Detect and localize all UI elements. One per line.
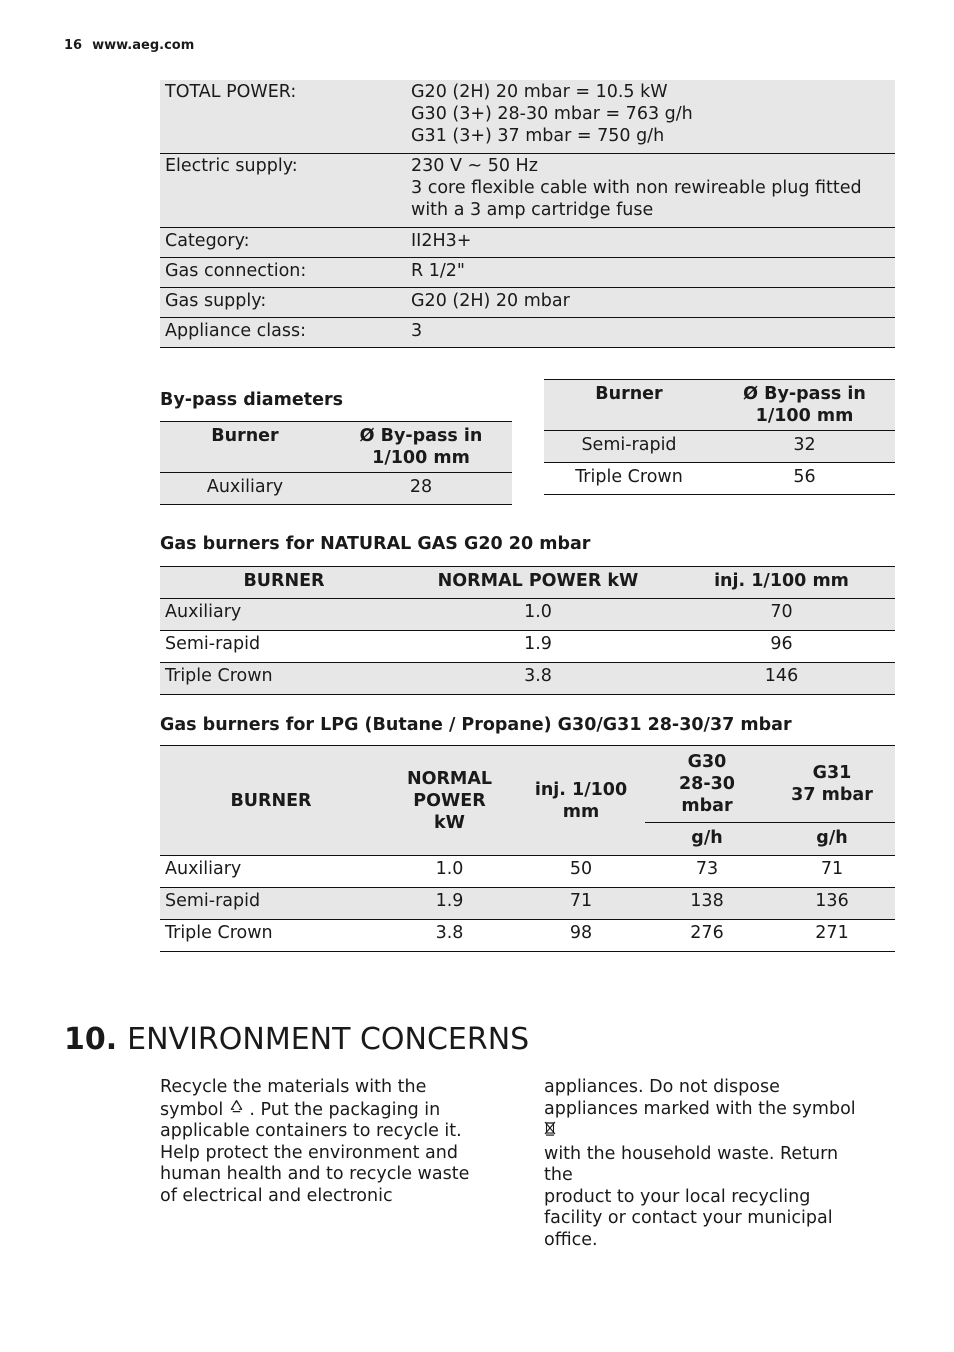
bypass-table-right	[544, 379, 895, 495]
col-bypass-line: 1/100 mm	[755, 406, 854, 426]
power-value: 3.8	[408, 663, 668, 695]
burner-name: Semi-rapid	[160, 888, 382, 920]
text-line: human health and to recycle waste	[160, 1164, 470, 1184]
spec-value-line: 230 V ~ 50 Hz	[411, 156, 538, 176]
spec-label: Appliance class:	[165, 321, 307, 341]
text-fragment: symbol	[160, 1099, 224, 1120]
col-injector	[517, 746, 645, 856]
bypass-title: By-pass diameters	[160, 390, 343, 410]
table-row	[160, 888, 895, 920]
table-header-row	[544, 380, 895, 431]
col-burner: BURNER	[160, 567, 408, 599]
burner-name: Auxiliary	[160, 856, 382, 888]
spec-value	[406, 154, 895, 228]
spec-label: Category:	[165, 231, 250, 251]
g31-value: 71	[769, 856, 895, 888]
burner-name: Semi-rapid	[544, 431, 714, 463]
burner-name: Triple Crown	[160, 920, 382, 952]
text-line	[160, 1099, 485, 1122]
text-line: Help protect the environment and	[160, 1142, 458, 1163]
g30-value: 73	[645, 856, 769, 888]
col-bypass	[330, 422, 512, 473]
bypass-table-left	[160, 421, 512, 505]
col-burner: Burner	[544, 380, 714, 431]
injector-value: 71	[517, 888, 645, 920]
bypass-value: 32	[714, 431, 895, 463]
header-line: mbar	[681, 796, 733, 817]
spec-value	[406, 80, 895, 154]
table-header-row	[160, 567, 895, 599]
table-row	[160, 318, 895, 348]
table-row	[160, 288, 895, 318]
text-line: appliances. Do not dispose	[544, 1077, 780, 1097]
header-line: G30	[687, 752, 727, 773]
text-line: product to your local recycling	[544, 1186, 811, 1207]
table-row	[544, 431, 895, 463]
burner-name: Auxiliary	[160, 599, 408, 631]
header-line: 28-30	[679, 774, 735, 795]
spec-value: 3	[411, 321, 423, 341]
power-value: 1.0	[382, 856, 517, 888]
lpg-table	[160, 745, 895, 952]
spec-value: II2H3+	[411, 231, 472, 251]
text-line	[544, 1099, 869, 1144]
text-line: facility or contact your municipal	[544, 1208, 833, 1228]
spec-value-line: G20 (2H) 20 mbar = 10.5 kW	[411, 82, 668, 102]
header-line: 37 mbar	[791, 785, 873, 806]
text-fragment: . Put the packaging in	[249, 1099, 441, 1120]
power-value: 1.9	[382, 888, 517, 920]
header-line: inj. 1/100	[534, 779, 628, 800]
col-g30	[645, 746, 769, 823]
page-header	[64, 38, 194, 53]
spec-value-line: 3 core flexible cable with non rewireable plug fitted	[411, 178, 862, 198]
header-line: kW	[434, 812, 465, 833]
col-bypass-line: Ø By-pass in	[359, 426, 483, 446]
text-line: office.	[544, 1229, 598, 1250]
environment-text-col2	[544, 1077, 869, 1251]
unit-g31: g/h	[769, 823, 895, 856]
g30-value: 138	[645, 888, 769, 920]
col-injector: inj. 1/100 mm	[668, 567, 895, 599]
injector-value: 50	[517, 856, 645, 888]
col-g31	[769, 746, 895, 823]
table-row	[160, 599, 895, 631]
table-row	[160, 920, 895, 952]
table-row	[160, 154, 895, 228]
header-line: mm	[562, 801, 600, 822]
table-row	[160, 258, 895, 288]
natural-gas-title: Gas burners for NATURAL GAS G20 20 mbar	[160, 534, 591, 554]
text-line: of electrical and electronic	[160, 1185, 393, 1206]
recycle-icon	[229, 1099, 244, 1117]
power-value: 1.0	[408, 599, 668, 631]
site-url[interactable]: www.aeg.com	[92, 38, 195, 53]
col-normal-power: NORMAL POWER kW	[408, 567, 668, 599]
injector-value: 96	[668, 631, 895, 663]
table-row	[544, 463, 895, 495]
spec-label: Electric supply:	[165, 156, 298, 176]
bypass-value: 56	[714, 463, 895, 495]
spec-value: R 1/2"	[411, 261, 465, 281]
header-line: NORMAL	[406, 768, 493, 789]
table-row	[160, 80, 895, 154]
spec-label: Gas supply:	[165, 291, 267, 311]
col-bypass-line: Ø By-pass in	[743, 384, 866, 404]
unit-g30: g/h	[645, 823, 769, 856]
lpg-title: Gas burners for LPG (Butane / Propane) G30/G31 28-30/37 mbar	[160, 715, 792, 735]
col-bypass-line: 1/100 mm	[372, 448, 470, 468]
header-line: G31	[812, 763, 852, 784]
chapter-title: ENVIRONMENT CONCERNS	[127, 1022, 530, 1057]
col-normal-power	[382, 746, 517, 856]
injector-value: 146	[668, 663, 895, 695]
chapter-number: 10.	[64, 1022, 118, 1057]
table-row	[160, 228, 895, 258]
spec-value-line: G30 (3+) 28-30 mbar = 763 g/h	[411, 104, 693, 124]
g31-value: 271	[769, 920, 895, 952]
table-header-row	[160, 422, 512, 473]
burner-name: Auxiliary	[160, 473, 330, 505]
bypass-value: 28	[330, 473, 512, 505]
header-line: POWER	[413, 790, 486, 811]
page-number: 16	[64, 38, 83, 53]
spec-label: Gas connection:	[165, 261, 307, 281]
spec-value-line: G31 (3+) 37 mbar = 750 g/h	[411, 126, 665, 146]
injector-value: 70	[668, 599, 895, 631]
natural-gas-table	[160, 566, 895, 695]
spec-value-line: with a 3 amp cartridge fuse	[411, 200, 654, 220]
power-value: 1.9	[408, 631, 668, 663]
injector-value: 98	[517, 920, 645, 952]
burner-name: Triple Crown	[544, 463, 714, 495]
environment-text-col1	[160, 1077, 485, 1207]
col-bypass	[714, 380, 895, 431]
col-burner: Burner	[160, 422, 330, 473]
text-fragment: appliances marked with the symbol	[544, 1098, 856, 1119]
spec-value: G20 (2H) 20 mbar	[411, 291, 570, 311]
spec-label: TOTAL POWER:	[165, 82, 297, 102]
spec-table	[160, 80, 895, 348]
table-row	[160, 631, 895, 663]
crossed-bin-icon	[544, 1120, 556, 1139]
table-row	[160, 473, 512, 505]
chapter-heading	[64, 1022, 529, 1057]
text-line: with the household waste. Return the	[544, 1143, 839, 1185]
table-row	[160, 856, 895, 888]
table-row	[160, 663, 895, 695]
burner-name: Triple Crown	[160, 663, 408, 695]
burner-name: Semi-rapid	[160, 631, 408, 663]
g31-value: 136	[769, 888, 895, 920]
table-header-row	[160, 746, 895, 823]
col-burner: BURNER	[160, 746, 382, 856]
power-value: 3.8	[382, 920, 517, 952]
g30-value: 276	[645, 920, 769, 952]
text-line: applicable containers to recycle it.	[160, 1121, 462, 1141]
text-line: Recycle the materials with the	[160, 1077, 427, 1097]
